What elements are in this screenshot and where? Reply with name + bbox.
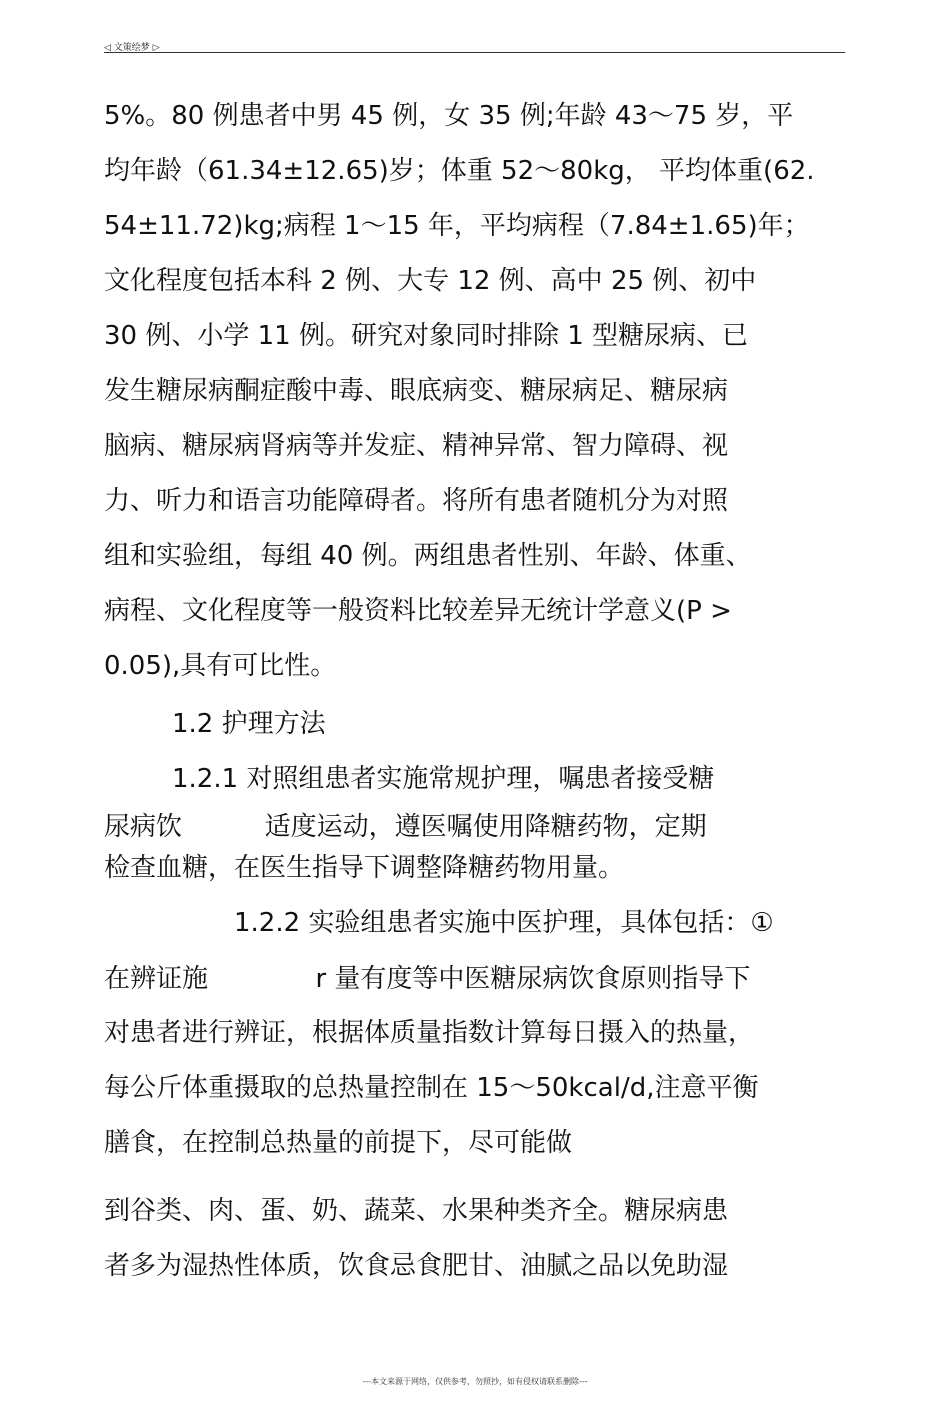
text-line: 检查血糖，在医生指导下调整降糖药物用量。	[104, 853, 625, 883]
text-line: 力、听力和语言功能障碍者。将所有患者随机分为对照	[104, 486, 729, 516]
subsection-heading: 1.2.1 对照组患者实施常规护理，嘱患者接受糖	[172, 764, 715, 794]
page-header: ◁ 文策绘梦 ▷	[104, 43, 160, 53]
header-divider	[104, 52, 845, 53]
page-footer: ---本文来源于网络，仅供参考，勿照抄，如有侵权请联系删除---	[362, 1377, 588, 1386]
text-line: 病程、文化程度等一般资料比较差异无统计学意义(P >	[104, 596, 732, 626]
section-heading: 1.2 护理方法	[172, 709, 326, 739]
text-line: 尿病饮 适度运动，遵医嘱使用降糖药物，定期	[104, 812, 707, 842]
text-line: 每公斤体重摄取的总热量控制在 15〜50kcal/d,注意平衡	[104, 1073, 759, 1103]
text-line: 组和实验组，每组 40 例。两组患者性别、年龄、体重、	[104, 541, 752, 571]
text-line: 发生糖尿病酮症酸中毒、眼底病变、糖尿病足、糖尿病	[104, 376, 729, 406]
text-line: 脑病、糖尿病肾病等并发症、精神异常、智力障碍、视	[104, 431, 729, 461]
text-line: 在辨证施 r 量有度等中医糖尿病饮食原则指导下	[104, 964, 751, 994]
text-line: 5%。80 例患者中男 45 例，女 35 例;年龄 43〜75 岁，平	[104, 101, 794, 131]
text-line: 0.05),具有可比性。	[104, 651, 337, 681]
text-line: 均年龄（61.34±12.65)岁；体重 52〜80kg， 平均体重(62.	[104, 156, 815, 186]
text-line: 对患者进行辨证，根据体质量指数计算每日摄入的热量，	[104, 1018, 755, 1048]
text-line: 文化程度包括本科 2 例、大专 12 例、高中 25 例、初中	[104, 266, 757, 296]
text-line: 30 例、小学 11 例。研究对象同时排除 1 型糖尿病、已	[104, 321, 749, 351]
text-line: 54±11.72)kg;病程 1〜15 年，平均病程（7.84±1.65)年；	[104, 211, 810, 241]
text-line: 到谷类、肉、蛋、奶、蔬菜、水果种类齐全。糖尿病患	[104, 1196, 729, 1226]
text-line: 膳食，在控制总热量的前提下，尽可能做	[104, 1128, 573, 1158]
subsection-heading: 1.2.2 实验组患者实施中医护理，具体包括：①	[234, 908, 774, 938]
text-line: 者多为湿热性体质，饮食忌食肥甘、油腻之品以免助湿	[104, 1251, 729, 1281]
